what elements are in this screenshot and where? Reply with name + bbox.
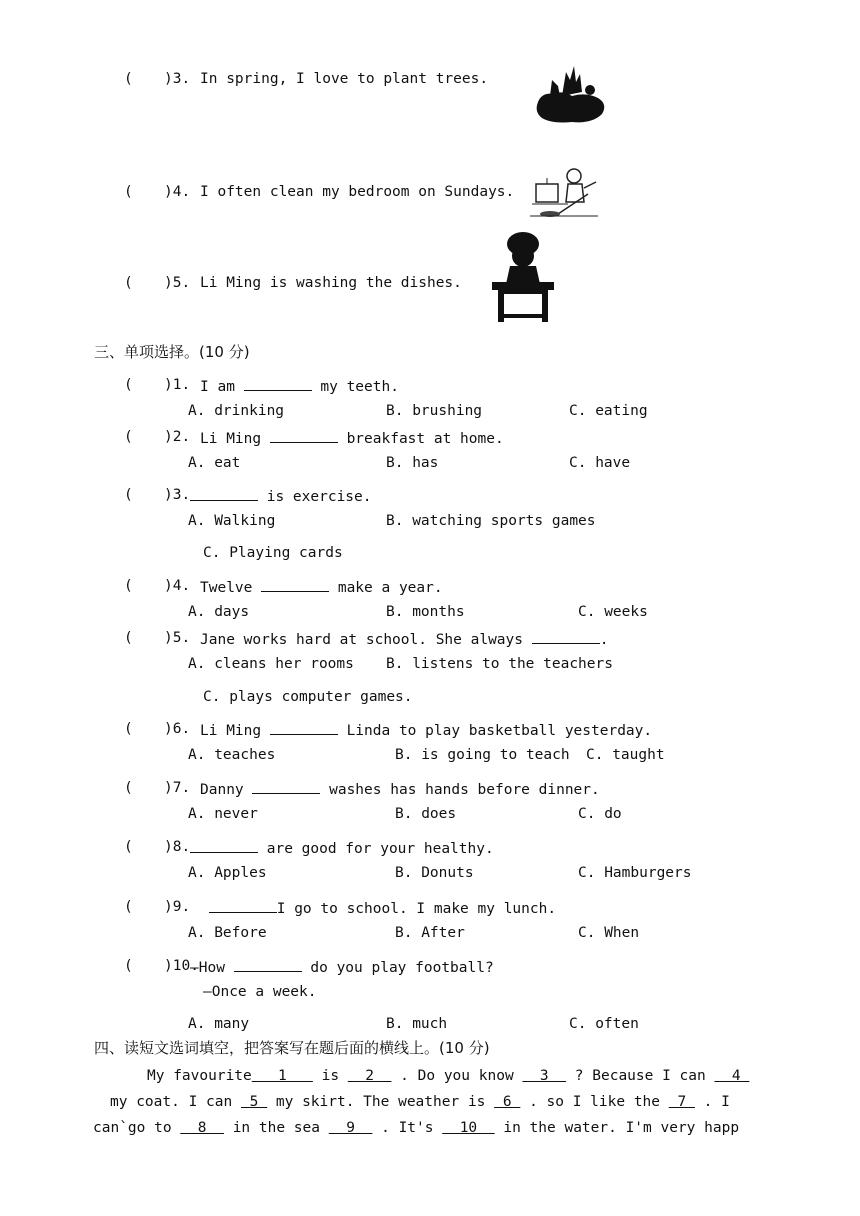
option-b[interactable]: B. is going to teach (395, 747, 570, 763)
passage-text: in the sea (223, 1120, 329, 1136)
option-c[interactable]: C. When (578, 925, 640, 941)
question-number: )8. (164, 839, 191, 855)
option-a[interactable]: A. Walking (188, 513, 276, 529)
passage-text: . It's (372, 1120, 443, 1136)
stem-text: —How (190, 960, 234, 976)
passage-line-2 (110, 1093, 730, 1111)
option-c[interactable]: C. taught (586, 747, 665, 763)
passage-text: . Do you know (391, 1068, 523, 1084)
question-number: )2. (164, 429, 191, 445)
answer-paren[interactable]: ( (124, 780, 133, 796)
tree-planting-picture (532, 62, 614, 128)
question-text: In spring, I love to plant trees. (200, 71, 489, 87)
question-number: )3. (164, 71, 191, 87)
question-text: Li Ming is washing the dishes. (200, 275, 462, 291)
answer-blank-2[interactable]: 2 (347, 1068, 392, 1084)
answer-paren[interactable]: ( (124, 958, 133, 974)
stem-text: my teeth. (311, 379, 399, 395)
answer-blank-5[interactable]: 5 (240, 1094, 268, 1110)
question-stem (200, 376, 399, 396)
stem-text: do you play football? (301, 960, 494, 976)
answer-paren[interactable]: ( (124, 721, 133, 737)
option-b[interactable]: B. much (386, 1016, 448, 1032)
answer-paren[interactable]: ( (124, 899, 133, 915)
question-text: I often clean my bedroom on Sundays. (200, 184, 515, 200)
option-c[interactable]: C. weeks (578, 604, 648, 620)
stem-text: are good for your healthy. (258, 841, 494, 857)
option-a[interactable]: A. teaches (188, 747, 276, 763)
question-stem (200, 629, 608, 649)
answer-paren[interactable]: ( (124, 630, 133, 646)
stem-text: washes has hands before dinner. (320, 782, 600, 798)
stem-text (200, 901, 209, 917)
option-c[interactable]: C. eating (569, 403, 648, 419)
answer-paren[interactable]: ( (124, 71, 133, 87)
stem-text: make a year. (329, 580, 443, 596)
option-c[interactable]: C. Playing cards (203, 545, 343, 561)
answer-paren[interactable]: ( (124, 578, 133, 594)
passage-text: . I (694, 1094, 730, 1110)
answer-paren[interactable]: ( (124, 377, 133, 393)
answer-paren[interactable]: ( (124, 839, 133, 855)
question-number: )5. (164, 275, 191, 291)
answer-blank-1[interactable]: 1 (251, 1068, 313, 1084)
option-c[interactable]: C. do (578, 806, 622, 822)
question-number: )4. (164, 578, 191, 594)
question-number: )4. (164, 184, 191, 200)
option-a[interactable]: A. never (188, 806, 258, 822)
option-b[interactable]: B. brushing (386, 403, 483, 419)
answer-blank-10[interactable]: 10 (442, 1120, 495, 1136)
washing-dishes-picture (490, 226, 556, 324)
passage-line-1 (147, 1067, 749, 1085)
option-c[interactable]: C. Hamburgers (578, 865, 692, 881)
question-number: )5. (164, 630, 191, 646)
answer-blank[interactable] (234, 957, 302, 972)
question-stem (190, 838, 494, 858)
answer-blank[interactable] (244, 376, 312, 391)
answer-blank[interactable] (252, 779, 320, 794)
stem-text: I am (200, 379, 244, 395)
stem-text: Twelve (200, 580, 262, 596)
passage-text: My favourite (147, 1068, 252, 1084)
question-number: )3. (164, 487, 191, 503)
answer-blank[interactable] (270, 720, 338, 735)
option-b[interactable]: B. months (386, 604, 465, 620)
question-number: )7. (164, 780, 191, 796)
option-b[interactable]: B. watching sports games (386, 513, 596, 529)
passage-text: is (312, 1068, 348, 1084)
question-stem (190, 957, 494, 977)
option-a[interactable]: A. drinking (188, 403, 285, 419)
answer-paren[interactable]: ( (124, 275, 133, 291)
question-number: )6. (164, 721, 191, 737)
answer-blank[interactable] (270, 428, 338, 443)
passage-text: can`go to (93, 1120, 181, 1136)
stem-text: Danny (200, 782, 253, 798)
answer-blank-3[interactable]: 3 (522, 1068, 567, 1084)
stem-text: breakfast at home. (337, 431, 504, 447)
option-a[interactable]: A. Before (188, 925, 267, 941)
option-c[interactable]: C. often (569, 1016, 639, 1032)
answer-paren[interactable]: ( (124, 487, 133, 503)
passage-line-3 (93, 1119, 739, 1137)
question-stem (190, 486, 372, 506)
answer-blank-8[interactable]: 8 (180, 1120, 224, 1136)
question-stem (200, 898, 556, 918)
option-a[interactable]: A. days (188, 604, 250, 620)
question-stem (200, 577, 443, 597)
answer-line: —Once a week. (203, 984, 317, 1000)
option-c[interactable]: C. have (569, 455, 631, 471)
answer-blank-9[interactable]: 9 (328, 1120, 373, 1136)
stem-text: Linda to play basketball yesterday. (337, 723, 653, 739)
question-stem (200, 428, 504, 448)
answer-blank[interactable] (261, 577, 329, 592)
question-number: )1. (164, 377, 191, 393)
answer-blank-4[interactable]: 4 (714, 1068, 750, 1084)
answer-paren[interactable]: ( (124, 184, 133, 200)
answer-blank[interactable] (532, 629, 600, 644)
option-a[interactable]: A. eat (188, 455, 241, 471)
stem-text: is exercise. (258, 489, 372, 505)
stem-text: . (599, 632, 609, 648)
option-a[interactable]: A. many (188, 1016, 250, 1032)
passage-text: my skirt. The weather is (267, 1094, 495, 1110)
section-4-title: 四、读短文选词填空，把答案写在题后面的横线上。(10 分) (94, 1039, 490, 1057)
section-3-title: 三、单项选择。(10 分) (94, 343, 250, 361)
option-b[interactable]: B. Donuts (395, 865, 474, 881)
answer-paren[interactable]: ( (124, 429, 133, 445)
stem-text: Li Ming (200, 431, 270, 447)
passage-text: ? Because I can (566, 1068, 715, 1084)
passage-text: in the water. I'm very happ (494, 1120, 740, 1136)
stem-text: Jane works hard at school. She always (200, 632, 532, 648)
question-stem (200, 779, 600, 799)
option-b[interactable]: B. After (395, 925, 465, 941)
answer-blank-7[interactable]: 7 (668, 1094, 695, 1110)
question-number: )9. (164, 899, 191, 915)
option-b[interactable]: B. listens to the teachers (386, 656, 613, 672)
passage-text: . so I like the (520, 1094, 669, 1110)
option-a[interactable]: A. cleans her rooms (188, 656, 354, 672)
cleaning-picture (528, 164, 600, 220)
stem-text: Li Ming (200, 723, 270, 739)
stem-text: I go to school. I make my lunch. (276, 901, 557, 917)
question-stem (200, 720, 652, 740)
option-c[interactable]: C. plays computer games. (203, 689, 413, 705)
answer-blank[interactable] (209, 898, 277, 913)
option-b[interactable]: B. has (386, 455, 439, 471)
option-b[interactable]: B. does (395, 806, 457, 822)
answer-blank-6[interactable]: 6 (494, 1094, 521, 1110)
answer-blank[interactable] (190, 838, 258, 853)
passage-text: my coat. I can (110, 1094, 241, 1110)
answer-blank[interactable] (190, 486, 258, 501)
option-a[interactable]: A. Apples (188, 865, 267, 881)
question-number: )10. (164, 958, 199, 974)
